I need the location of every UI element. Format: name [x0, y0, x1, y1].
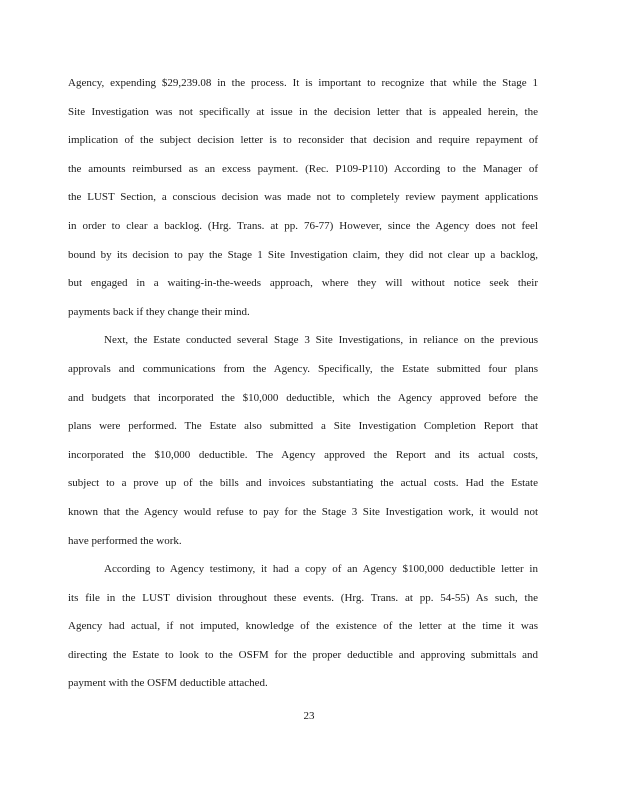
- paragraph-3: [68, 555, 538, 698]
- text-line: Site Investigation was not specifically at issue in the decision letter that is appealed herein, the: [68, 105, 538, 118]
- text-line: Next, the Estate conducted several Stage 3 Site Investigations, in reliance on the previous: [104, 334, 538, 347]
- paragraph-2: [68, 326, 538, 555]
- text-line: approvals and communications from the Agency. Specifically, the Estate submitted four plans: [68, 362, 538, 375]
- paragraph-1: [68, 69, 538, 326]
- text-line: known that the Agency would refuse to pay for the Stage 3 Site Investigation work, it would not: [68, 505, 538, 518]
- text-line: but engaged in a waiting-in-the-weeds approach, where they will without notice seek their: [68, 277, 538, 290]
- text-line: and budgets that incorporated the $10,000 deductible, which the Agency approved before the: [68, 391, 538, 404]
- page-number: 23: [303, 710, 315, 722]
- text-line: in order to clear a backlog. (Hrg. Trans. at pp. 76-77) However, since the Agency does not feel: [68, 219, 538, 232]
- text-line: According to Agency testimony, it had a copy of an Agency $100,000 deductible letter in: [104, 563, 538, 576]
- text-line: plans were performed. The Estate also submitted a Site Investigation Completion Report that: [68, 420, 538, 433]
- text-line: incorporated the $10,000 deductible. The Agency approved the Report and its actual costs,: [68, 448, 538, 461]
- text-line: payments back if they change their mind.: [68, 305, 250, 318]
- text-line: subject to a prove up of the bills and invoices substantiating the actual costs. Had the Estate: [68, 477, 538, 490]
- text-line: its file in the LUST division throughout these events. (Hrg. Trans. at pp. 54-55) As such, the: [68, 591, 538, 604]
- text-line: Agency had actual, if not imputed, knowledge of the existence of the letter at the time it was: [68, 620, 538, 633]
- text-line: directing the Estate to look to the OSFM for the proper deductible and approving submittals and: [68, 648, 538, 661]
- text-line: bound by its decision to pay the Stage 1 Site Investigation claim, they did not clear up a backlog,: [68, 248, 538, 261]
- text-line: payment with the OSFM deductible attached.: [68, 677, 268, 690]
- body-text: [68, 69, 538, 698]
- text-line: the LUST Section, a conscious decision was made not to completely review payment applications: [68, 191, 538, 204]
- text-line: have performed the work.: [68, 534, 182, 547]
- text-line: Agency, expending $29,239.08 in the process. It is important to recognize that while the Stage 1: [68, 77, 538, 89]
- text-line: implication of the subject decision letter is to reconsider that decision and require repayment of: [68, 134, 538, 147]
- text-line: the amounts reimbursed as an excess payment. (Rec. P109-P110) According to the Manager of: [68, 162, 538, 175]
